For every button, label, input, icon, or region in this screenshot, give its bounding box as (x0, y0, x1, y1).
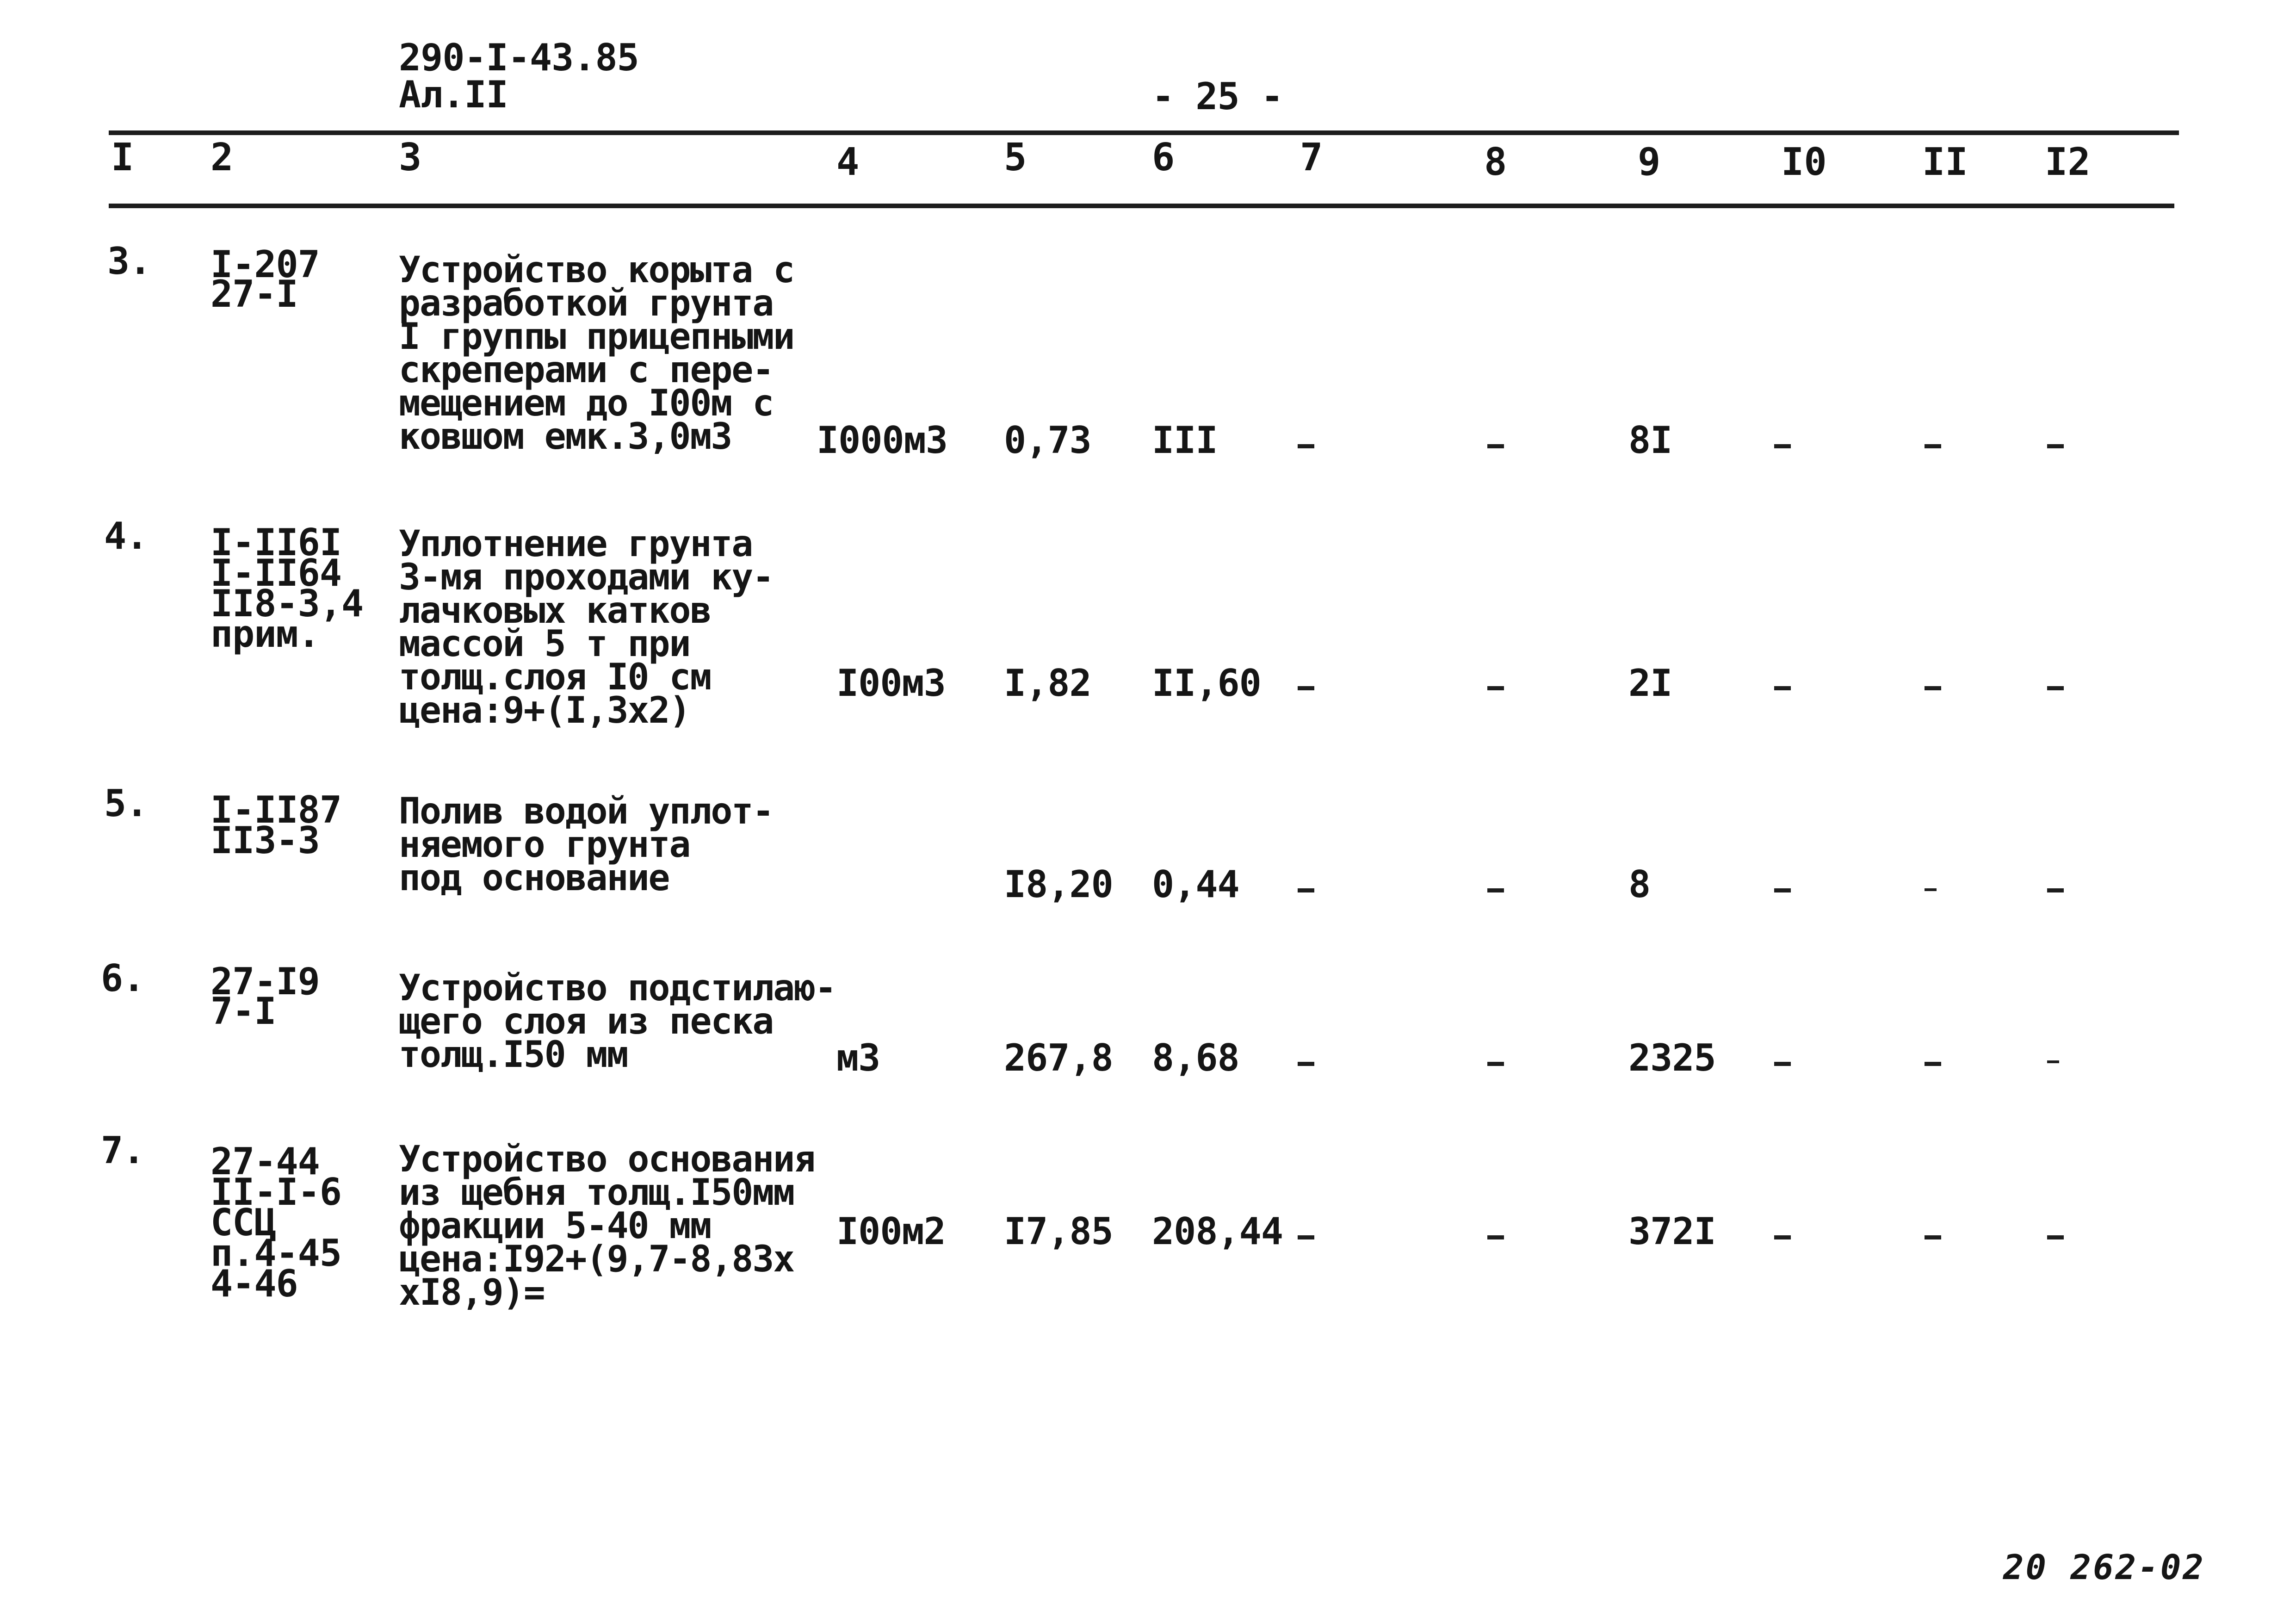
column-header-11: II (1922, 140, 1968, 184)
row-code: 27-44 II-I-6 ССЦ п.4-45 4-46 (210, 1140, 341, 1305)
row-col-10-dash (1774, 888, 1791, 892)
row-number: 7. (101, 1129, 145, 1172)
row-col-11-dash (1925, 1062, 1941, 1066)
row-code: I-II6I I-II64 II8-3,4 прим. (210, 521, 364, 656)
row-description: Устройство основания из щебня толщ.I50мм фракции 5-40 мм цена:I92+(9,7-8,83x xI8,9)= (399, 1139, 815, 1314)
row-quantity: 0,73 (1004, 419, 1091, 462)
row-description: Устройство подстилаю- щего слоя из песка толщ.I50 мм (399, 967, 836, 1076)
column-header-7: 7 (1300, 136, 1323, 180)
table-top-rule (109, 130, 2179, 135)
column-header-2: 2 (210, 136, 234, 180)
column-header-9: 9 (1638, 140, 1661, 184)
row-quantity: I,82 (1004, 662, 1091, 705)
row-col-8-dash (1487, 888, 1504, 892)
row-number: 6. (101, 957, 145, 1000)
row-col-9: 2I (1628, 662, 1672, 705)
row-col-7-dash (1298, 444, 1314, 448)
column-header-6: 6 (1152, 136, 1175, 180)
row-col-8-dash (1487, 444, 1504, 448)
row-col-8-dash (1487, 686, 1504, 690)
row-unit: I00м2 (836, 1210, 946, 1253)
column-header-3: 3 (399, 136, 422, 180)
row-price: 0,44 (1152, 863, 1239, 906)
row-col-12-dash (2047, 1060, 2059, 1063)
archive-stamp: 20 262-02 (2003, 1548, 2205, 1587)
row-col-12-dash (2047, 888, 2064, 892)
row-unit: м3 (836, 1036, 880, 1079)
row-col-10-dash (1774, 1062, 1791, 1066)
row-col-7-dash (1298, 686, 1314, 690)
row-quantity: I8,20 (1004, 863, 1113, 906)
row-col-11-dash (1925, 686, 1941, 690)
row-price: 8,68 (1152, 1036, 1239, 1079)
row-code: 27-I9 7-I (210, 960, 320, 1033)
row-col-8-dash (1487, 1235, 1504, 1239)
row-description: Уплотнение грунта 3-мя проходами ку- лачковых катков массой 5 т при толщ.слоя I0 см цена:9+(I,3x2) (399, 523, 774, 731)
row-unit: I000м3 (817, 419, 947, 462)
row-col-7-dash (1298, 888, 1314, 892)
row-col-12-dash (2047, 686, 2064, 690)
row-col-9: 372I (1628, 1210, 1716, 1253)
row-unit: I00м3 (836, 662, 946, 705)
table-header-bottom-rule (109, 204, 2174, 208)
row-col-10-dash (1774, 686, 1791, 690)
column-header-10: I0 (1781, 140, 1827, 184)
row-price: II,60 (1152, 662, 1261, 705)
row-col-11-dash (1925, 1235, 1941, 1239)
column-header-4: 4 (836, 140, 860, 184)
album-label: Ал.II (399, 73, 508, 116)
row-code: I-207 27-I (210, 243, 320, 316)
row-col-11-dash (1925, 444, 1941, 448)
row-col-12-dash (2047, 444, 2064, 448)
row-col-7-dash (1298, 1062, 1314, 1066)
row-col-9: 8 (1628, 863, 1651, 906)
document-code: 290-I-43.85 (399, 36, 639, 79)
row-col-9: 8I (1628, 419, 1672, 462)
row-price: III (1152, 419, 1218, 462)
row-col-9: 2325 (1628, 1036, 1716, 1079)
row-col-10-dash (1774, 1235, 1791, 1239)
page-number: - 25 - (1152, 75, 1283, 118)
row-description: Устройство корыта с разработкой грунта I группы прицепными скреперами с пере- мещением до I00м с ковшом емк.3,0м3 (399, 249, 794, 458)
row-quantity: I7,85 (1004, 1210, 1113, 1253)
row-description: Полив водой уплот- няемого грунта под основание (399, 791, 774, 899)
row-col-8-dash (1487, 1062, 1504, 1066)
column-header-12: I2 (2045, 140, 2091, 184)
row-price: 208,44 (1152, 1210, 1283, 1253)
row-col-10-dash (1774, 444, 1791, 448)
row-number: 5. (104, 782, 148, 825)
row-col-7-dash (1298, 1235, 1314, 1239)
column-header-5: 5 (1004, 136, 1027, 180)
row-col-12-dash (2047, 1235, 2064, 1239)
row-quantity: 267,8 (1004, 1036, 1113, 1079)
column-header-1: I (111, 136, 134, 180)
column-header-8: 8 (1484, 140, 1507, 184)
row-number: 3. (107, 240, 151, 283)
row-code: I-II87 II3-3 (210, 788, 341, 862)
row-number: 4. (104, 514, 148, 558)
row-col-11-dash (1925, 888, 1937, 891)
